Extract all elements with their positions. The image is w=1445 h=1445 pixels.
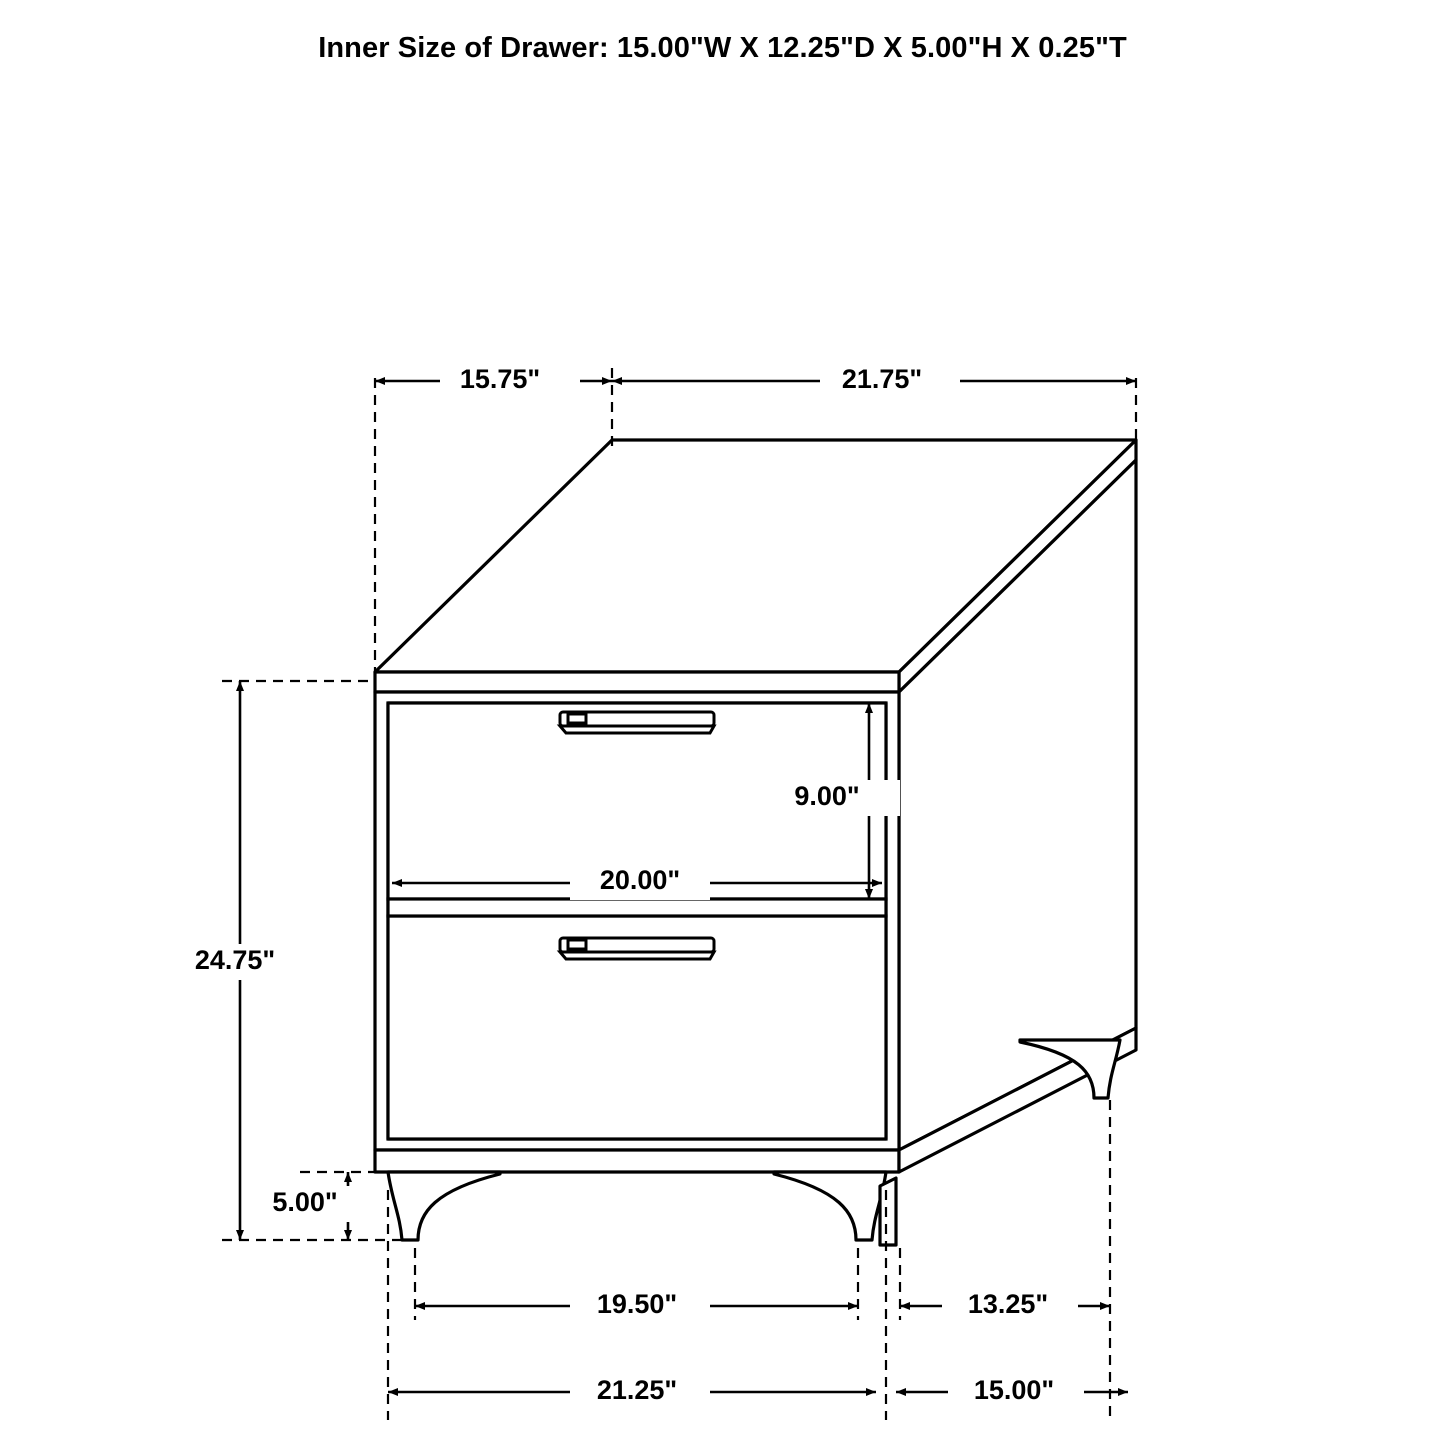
label-leg-height: 5.00" [272, 1187, 338, 1218]
label-drawer-width: 20.00" [599, 865, 681, 896]
leg-front-left [388, 1172, 500, 1240]
label-side-leg-span: 13.25" [967, 1289, 1049, 1320]
label-overall-width: 21.25" [596, 1375, 678, 1406]
drawer-divider-rail [388, 899, 886, 916]
leg-front-right [774, 1172, 886, 1240]
leg-side-right [880, 1178, 896, 1245]
label-front-leg-span: 19.50" [596, 1289, 678, 1320]
label-top-left-depth: 15.75" [459, 364, 541, 395]
label-drawer-height: 9.00" [794, 781, 860, 812]
cabinet-top-edge-front [375, 672, 899, 692]
drawer-pull-top [560, 712, 714, 733]
page-title: Inner Size of Drawer: 15.00"W X 12.25"D X 5.00"H X 0.25"T [318, 32, 1127, 64]
drawer-group [388, 703, 886, 1139]
label-overall-depth: 15.00" [973, 1375, 1055, 1406]
label-top-right-width: 21.75" [841, 364, 923, 395]
label-total-height: 24.75" [194, 945, 276, 976]
drawer-pull-bottom [560, 938, 714, 959]
cabinet-bottom-rail [375, 1150, 899, 1172]
